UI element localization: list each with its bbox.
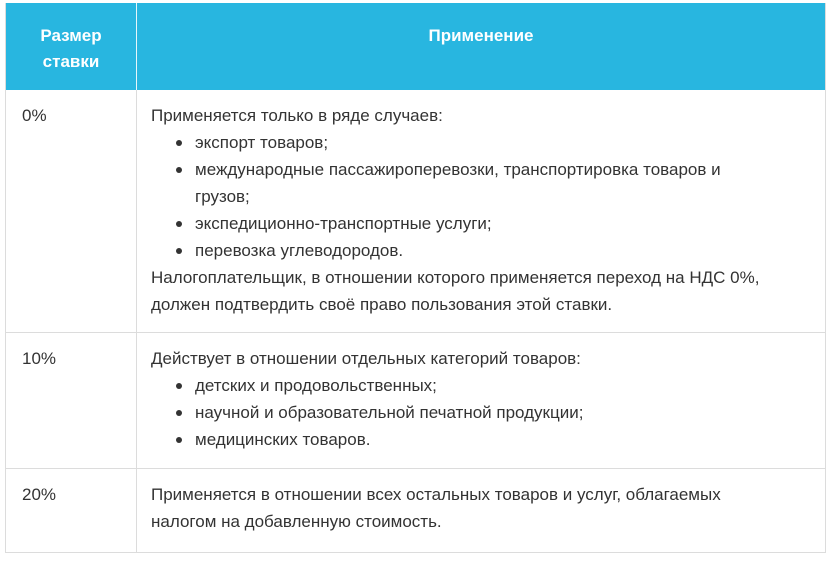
list-item: перевозка углеводородов. bbox=[151, 237, 809, 264]
description-intro: Применяется в отношении всех остальных товаров и услуг, облагаемых налогом на добавленную стоимость. bbox=[151, 485, 721, 531]
vat-rates-table bbox=[5, 3, 826, 553]
rate-description bbox=[137, 333, 825, 468]
list-item: детских и продовольственных; bbox=[151, 372, 809, 399]
rate-description bbox=[137, 90, 825, 332]
header-rate-size: Размер ставки bbox=[6, 3, 137, 90]
description-intro: Действует в отношении отдельных категорий товаров: bbox=[151, 349, 581, 368]
list-item: экспедиционно-транспортные услуги; bbox=[151, 210, 809, 237]
table-row bbox=[6, 333, 825, 469]
table-header bbox=[6, 3, 825, 90]
header-application: Применение bbox=[428, 26, 534, 45]
rate-value: 20% bbox=[6, 469, 137, 552]
category-list bbox=[151, 372, 809, 453]
case-list bbox=[151, 129, 809, 264]
rate-description bbox=[137, 469, 825, 552]
description-intro: Применяется только в ряде случаев: bbox=[151, 106, 443, 125]
table-row bbox=[6, 90, 825, 333]
description-note: Налогоплательщик, в отношении которого применяется переход на НДС 0%, должен подтвердить своё право пользования этой ставки. bbox=[151, 268, 760, 314]
table-row bbox=[6, 469, 825, 553]
list-item: научной и образовательной печатной продукции; bbox=[151, 399, 809, 426]
list-item: медицинских товаров. bbox=[151, 426, 809, 453]
rate-value: 10% bbox=[6, 333, 137, 468]
list-item: международные пассажироперевозки, транспортировка товаров и грузов; bbox=[151, 156, 809, 210]
list-item: экспорт товаров; bbox=[151, 129, 809, 156]
rate-value: 0% bbox=[6, 90, 137, 332]
